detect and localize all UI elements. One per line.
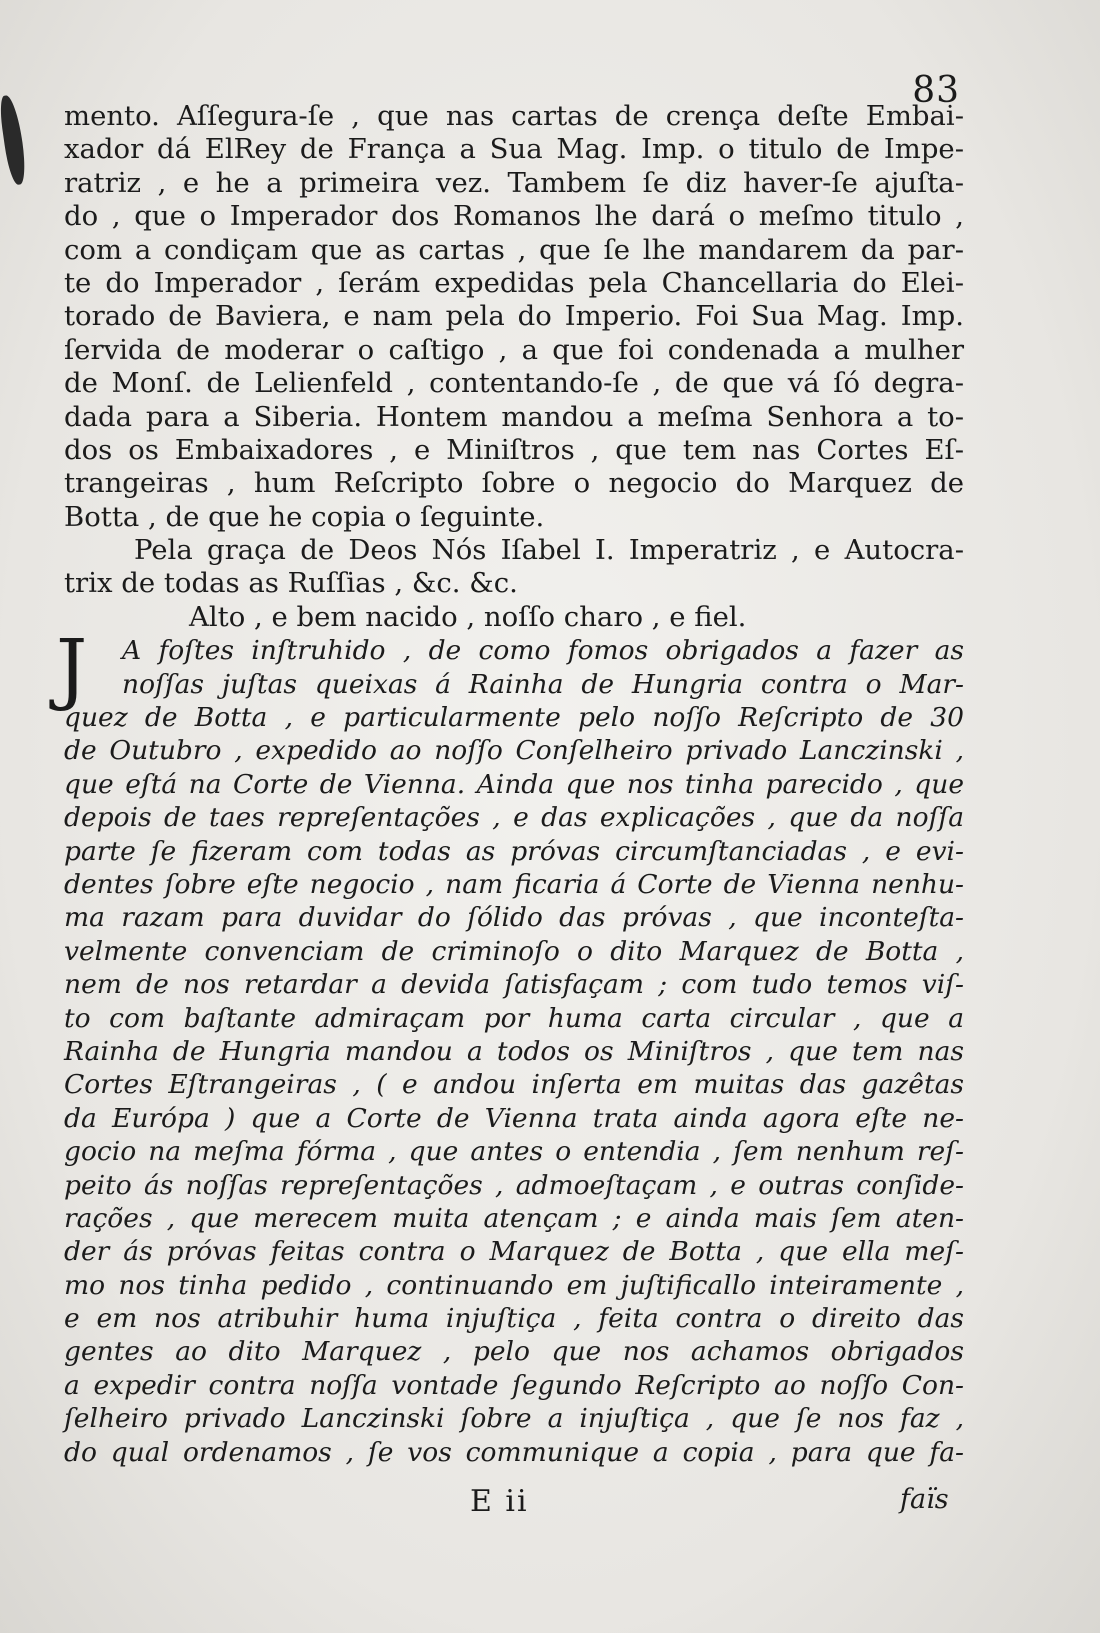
body-line: dos os Embaixadores , e Miniſtros , que tem nas Cortes Eſ- — [64, 433, 964, 466]
letter-line: mo nos tinha pedido , continuando em juſtificallo inteiramente , — [64, 1269, 964, 1301]
decree-line: trix de todas as Ruſſias , &c. &c. — [64, 567, 518, 600]
letter-line: noſſas juſtas queixas á Rainha de Hungria contra o Mar- — [122, 668, 964, 700]
letter-line: dentes ſobre eſte negocio , nam ficaria á Corte de Vienna nenhu- — [64, 868, 964, 900]
letter-line: gentes ao dito Marquez , pelo que nos achamos obrigados — [64, 1336, 964, 1368]
body-line: de Monſ. de Lelienfeld , contentando-ſe , de que vá ſó degra- — [64, 367, 964, 400]
salutation: Alto , e bem nacido , noſſo charo , e fiel. — [189, 600, 747, 633]
letter-line: der ás próvas feitas contra o Marquez de Botta , que ella meſ- — [64, 1236, 964, 1268]
letter-line: parte ſe fizeram com todas as próvas circumſtanciadas , e evi- — [64, 835, 964, 867]
page-number: 83 — [912, 70, 960, 111]
letter-line: ma razam para duvidar do ſólido das próvas , que inconteſta- — [64, 902, 964, 934]
body-line: ſervida de moderar o caſtigo , a que foi condenada a mulher — [64, 333, 964, 366]
letter-line: e em nos atribuhir huma injuſtiça , feita contra o direito das — [64, 1303, 964, 1335]
body-line: torado de Baviera, e nam pela do Imperio. Foi Sua Mag. Imp. — [64, 300, 964, 333]
letter-line: gocio na meſma fórma , que antes o entendia , ſem nenhum reſ- — [64, 1136, 964, 1168]
letter-line: ſelheiro privado Lanczinski ſobre a injuſtiça , que ſe nos faz , — [64, 1403, 964, 1435]
body-line: trangeiras , hum Reſcripto ſobre o negocio do Marquez de — [64, 467, 964, 500]
letter-line: que eſtá na Corte de Vienna. Ainda que nos tinha parecido , que — [64, 768, 964, 800]
letter-line: nem de nos retardar a devida ſatisfaçam ; com tudo temos viſ- — [64, 969, 964, 1001]
body-line: xador dá ElRey de França a Sua Mag. Imp. o titulo de Impe- — [64, 133, 964, 166]
letter-line: Cortes Eſtrangeiras , ( e andou inſerta em muitas das gazêtas — [64, 1069, 964, 1101]
body-line: mento. Aſſegura-ſe , que nas cartas de crença deſte Embai- — [64, 100, 964, 132]
body-line: te do Imperador , ſerám expedidas pela Chancellaria do Elei- — [64, 266, 964, 299]
body-line: do , que o Imperador dos Romanos lhe dará o meſmo titulo , — [64, 200, 964, 233]
drop-cap: J — [56, 624, 88, 715]
page-footer — [0, 1484, 1100, 1524]
letter-line-text: A foſtes inſtruhido , de como fomos obrigados a fazer as — [122, 635, 964, 667]
signature-mark: E ii — [470, 1484, 529, 1519]
letter-line: velmente convenciam de criminoſo o dito Marquez de Botta , — [64, 935, 964, 967]
letter-line: quez de Botta , e particularmente pelo noſſo Reſcripto de 30 — [64, 702, 964, 734]
binding-edge-mark — [0, 94, 28, 186]
letter-line: do qual ordenamos , ſe vos communique a copia , para que fa- — [64, 1436, 964, 1468]
letter-line: de Outubro , expedido ao noſſo Conſelheiro privado Lanczinski , — [64, 735, 964, 767]
body-line: ratriz , e he a primeira vez. Tambem ſe diz haver-ſe ajuſta- — [64, 166, 964, 199]
letter-line: peito ás noſſas repreſentações , admoeſtaçam , e outras conſide- — [64, 1169, 964, 1201]
letter-line: a expedir contra noſſa vontade ſegundo Reſcripto ao noſſo Con- — [64, 1369, 964, 1401]
letter-line: to com baſtante admiraçam por huma carta circular , que a — [64, 1002, 964, 1034]
letter-line: depois de taes repreſentações , e das explicações , que da noſſa — [64, 802, 964, 834]
body-line: com a condiçam que as cartas , que ſe lhe mandarem da par- — [64, 233, 964, 266]
catchword: faїs — [900, 1484, 949, 1515]
body-line: dada para a Siberia. Hontem mandou a meſma Senhora a to- — [64, 400, 964, 433]
letter-line: da Európa ) que a Corte de Vienna trata ainda agora eſte ne- — [64, 1102, 964, 1134]
letter-line: Rainha de Hungria mandou a todos os Miniſtros , que tem nas — [64, 1035, 964, 1067]
letter-line: rações , que merecem muita atençam ; e ainda mais ſem aten- — [64, 1202, 964, 1234]
text-block — [56, 100, 964, 1469]
body-line: Botta , de que he copia o ſeguinte. — [64, 500, 545, 533]
decree-line: Pela graça de Deos Nós Iſabel I. Imperatriz , e Autocra- — [134, 534, 964, 567]
